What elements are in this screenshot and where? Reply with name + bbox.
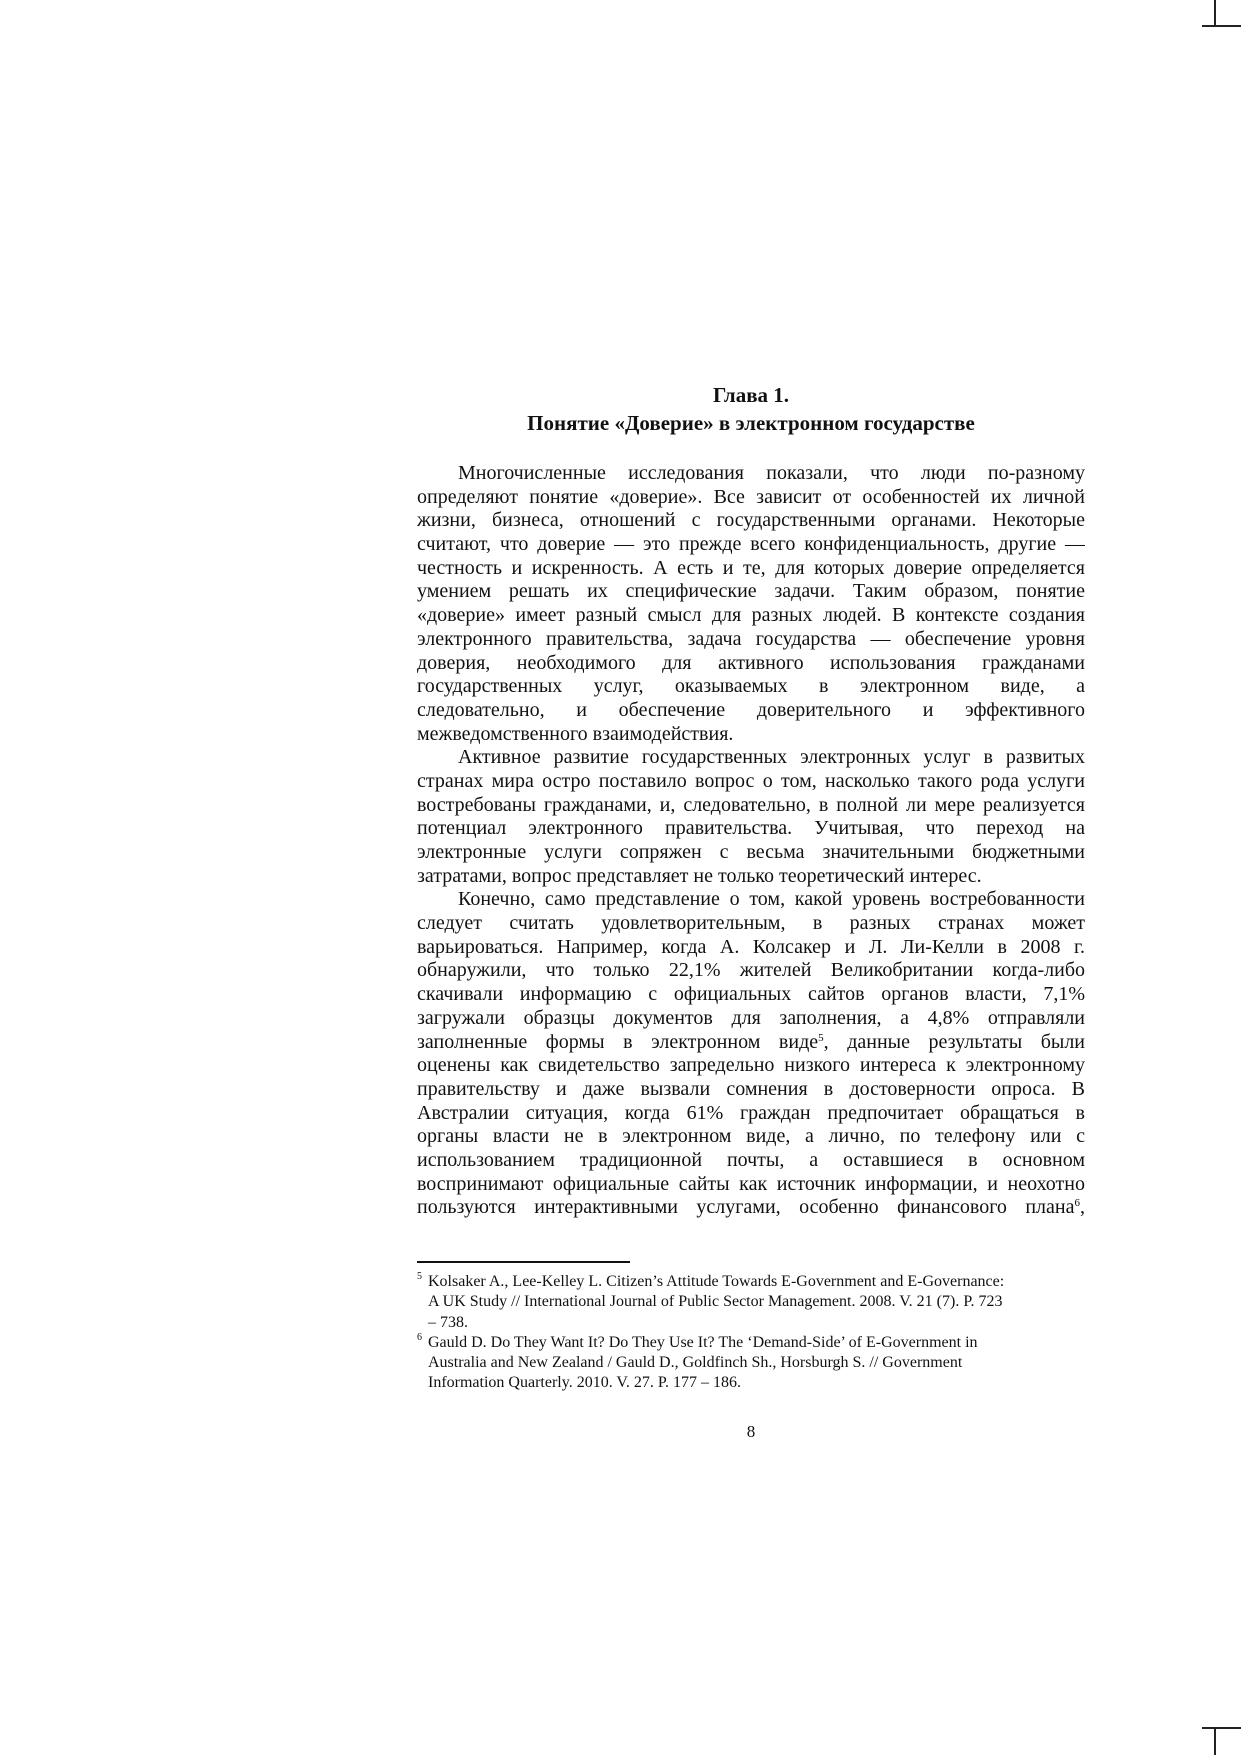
- line-text: электронного правительства, задача государства — обеспечение уровня: [417, 627, 1085, 650]
- line-text: воспринимают официальные сайты как источник информации, и неохотно: [417, 1172, 1085, 1195]
- line-text: странах мира остро поставило вопрос о том, насколько такого рода услуги: [417, 769, 1085, 792]
- footnote-ref[interactable]: 6: [1074, 1197, 1080, 1210]
- footnote-number: 6: [417, 1331, 422, 1343]
- line-text: честность и искренность. А есть и те, для которых доверие определяется: [417, 556, 1085, 579]
- text-line: [417, 912, 1085, 936]
- text-line: [417, 959, 1085, 983]
- line-text: оценены как свидетельство запредельно низкого интереса к электронному: [417, 1054, 1085, 1077]
- footnote-line: Australia and New Zealand / Gauld D., Goldfinch Sh., Horsburgh S. // Government: [428, 1354, 963, 1372]
- paragraph: [417, 746, 1085, 888]
- chapter-title: Понятие «Доверие» в электронном государстве: [527, 411, 975, 435]
- chapter-number: Глава 1.: [712, 383, 790, 407]
- footnote-separator: [417, 1261, 630, 1263]
- crop-mark-top-vertical: [1214, 0, 1216, 26]
- text-line: [417, 675, 1085, 699]
- crop-mark-bottom-horizontal: [1202, 1727, 1241, 1729]
- footnote-ref[interactable]: 5: [818, 1031, 824, 1044]
- line-text: считают, что доверие — это прежде всего конфиденциальность, другие —: [417, 533, 1085, 556]
- line-text: жизни, бизнеса, отношений с государственными органами. Некоторые: [417, 509, 1085, 532]
- line-text: загружали образцы документов для заполнения, а 4,8% отправляли: [417, 1006, 1085, 1029]
- footnote-line: – 738.: [428, 1313, 468, 1331]
- text-line: [417, 604, 1085, 628]
- text-line: [417, 462, 1085, 486]
- line-text: государственных услуг, оказываемых в электронном виде, а: [417, 675, 1085, 698]
- line-text: доверия, необходимого для активного использования гражданами: [417, 651, 1085, 674]
- paragraph: [417, 462, 1085, 746]
- text-line: [417, 888, 1085, 912]
- text-line: [417, 486, 1085, 510]
- text-line: [417, 770, 1085, 794]
- paragraph: [417, 888, 1085, 1220]
- text-line: [417, 652, 1085, 676]
- text-line: [417, 1102, 1085, 1126]
- line-text: «доверие» имеет разный смысл для разных людей. В контексте создания: [417, 604, 1085, 627]
- text-line: [417, 1173, 1085, 1197]
- line-text-after-ref: , данные результаты были: [823, 1030, 1085, 1053]
- line-text: органы власти не в электронном виде, а лично, по телефону или с: [417, 1125, 1085, 1148]
- line-text: Активное развитие государственных электронных услуг в развитых: [458, 746, 1085, 769]
- crop-mark-bottom-vertical: [1214, 1727, 1216, 1755]
- text-line: [417, 865, 1085, 889]
- text-line: [417, 983, 1085, 1007]
- footnote-line: Information Quarterly. 2010. V. 27. P. 177 – 186.: [428, 1374, 742, 1392]
- line-text: варьироваться. Например, когда А. Колсакер и Л. Ли-Келли в 2008 г.: [417, 935, 1085, 958]
- footnote-line: Kolsaker A., Lee-Kelley L. Citizen’s Attitude Towards E-Government and E-Governance:: [428, 1273, 1005, 1290]
- line-text: пользуются интерактивными услугами, особенно финансового плана: [417, 1196, 1075, 1219]
- line-text: затратами, вопрос представляет не только теоретический интерес.: [417, 864, 982, 887]
- text-line: [417, 1149, 1085, 1173]
- crop-mark-top-horizontal: [1202, 25, 1241, 27]
- text-line: [417, 628, 1085, 652]
- footnote-line: Gauld D. Do They Want It? Do They Use It? The ‘Demand-Side’ of E-Government in: [428, 1333, 978, 1351]
- footnote: [417, 1272, 1085, 1333]
- line-text: Австралии ситуация, когда 61% граждан предпочитает обращаться в: [417, 1101, 1085, 1124]
- line-text: востребованы гражданами, и, следовательно, в полной ли мере реализуется: [417, 793, 1085, 816]
- line-text: межведомственного взаимодействия.: [417, 722, 734, 745]
- line-text: потенциал электронного правительства. Учитывая, что переход на: [417, 817, 1085, 840]
- text-line: [417, 1007, 1085, 1031]
- text-line: [417, 699, 1085, 723]
- text-line: [417, 1078, 1085, 1102]
- text-line: [417, 817, 1085, 841]
- text-line: [417, 1031, 1085, 1055]
- footnote-line: A UK Study // International Journal of Public Sector Management. 2008. V. 21 (7). P. 723: [428, 1293, 1003, 1311]
- line-text: заполненные формы в электронном виде: [417, 1030, 819, 1053]
- line-text: электронные услуги сопряжен с весьма значительными бюджетными: [417, 841, 1085, 863]
- line-text: обнаружили, что только 22,1% жителей Великобритании когда-либо: [417, 959, 1085, 982]
- line-text: умением решать их специфические задачи. Таким образом, понятие: [417, 580, 1085, 603]
- text-line: [417, 1125, 1085, 1149]
- page-number: 8: [746, 1422, 756, 1441]
- text-line: [417, 557, 1085, 581]
- text-line: [417, 1196, 1085, 1220]
- footnote-number: 5: [417, 1271, 422, 1282]
- line-text: следовательно, и обеспечение доверительного и эффективного: [417, 698, 1085, 721]
- line-text: Многочисленные исследования показали, что люди по-разному: [458, 462, 1085, 484]
- line-text: Конечно, само представление о том, какой уровень востребованности: [458, 888, 1085, 911]
- body-text: [417, 462, 1085, 1220]
- text-line: [417, 509, 1085, 533]
- chapter-heading: [417, 381, 1085, 437]
- line-text: определяют понятие «доверие». Все зависит от особенностей их личной: [417, 485, 1085, 508]
- line-text: скачивали информацию с официальных сайтов органов власти, 7,1%: [417, 983, 1085, 1006]
- text-line: [417, 936, 1085, 960]
- text-line: [417, 580, 1085, 604]
- text-line: [417, 723, 1085, 747]
- line-text: следует считать удовлетворительным, в разных странах может: [417, 912, 1085, 935]
- text-line: [417, 1054, 1085, 1078]
- text-line: [417, 841, 1085, 865]
- line-text-after-ref: ,: [1080, 1196, 1085, 1219]
- footnote: [417, 1333, 1085, 1394]
- text-line: [417, 794, 1085, 818]
- footnotes: [417, 1272, 1085, 1394]
- text-line: [417, 533, 1085, 557]
- text-line: [417, 746, 1085, 770]
- line-text: использованием традиционной почты, а оставшиеся в основном: [417, 1148, 1085, 1171]
- line-text: правительству и даже вызвали сомнения в достоверности опроса. В: [417, 1077, 1085, 1100]
